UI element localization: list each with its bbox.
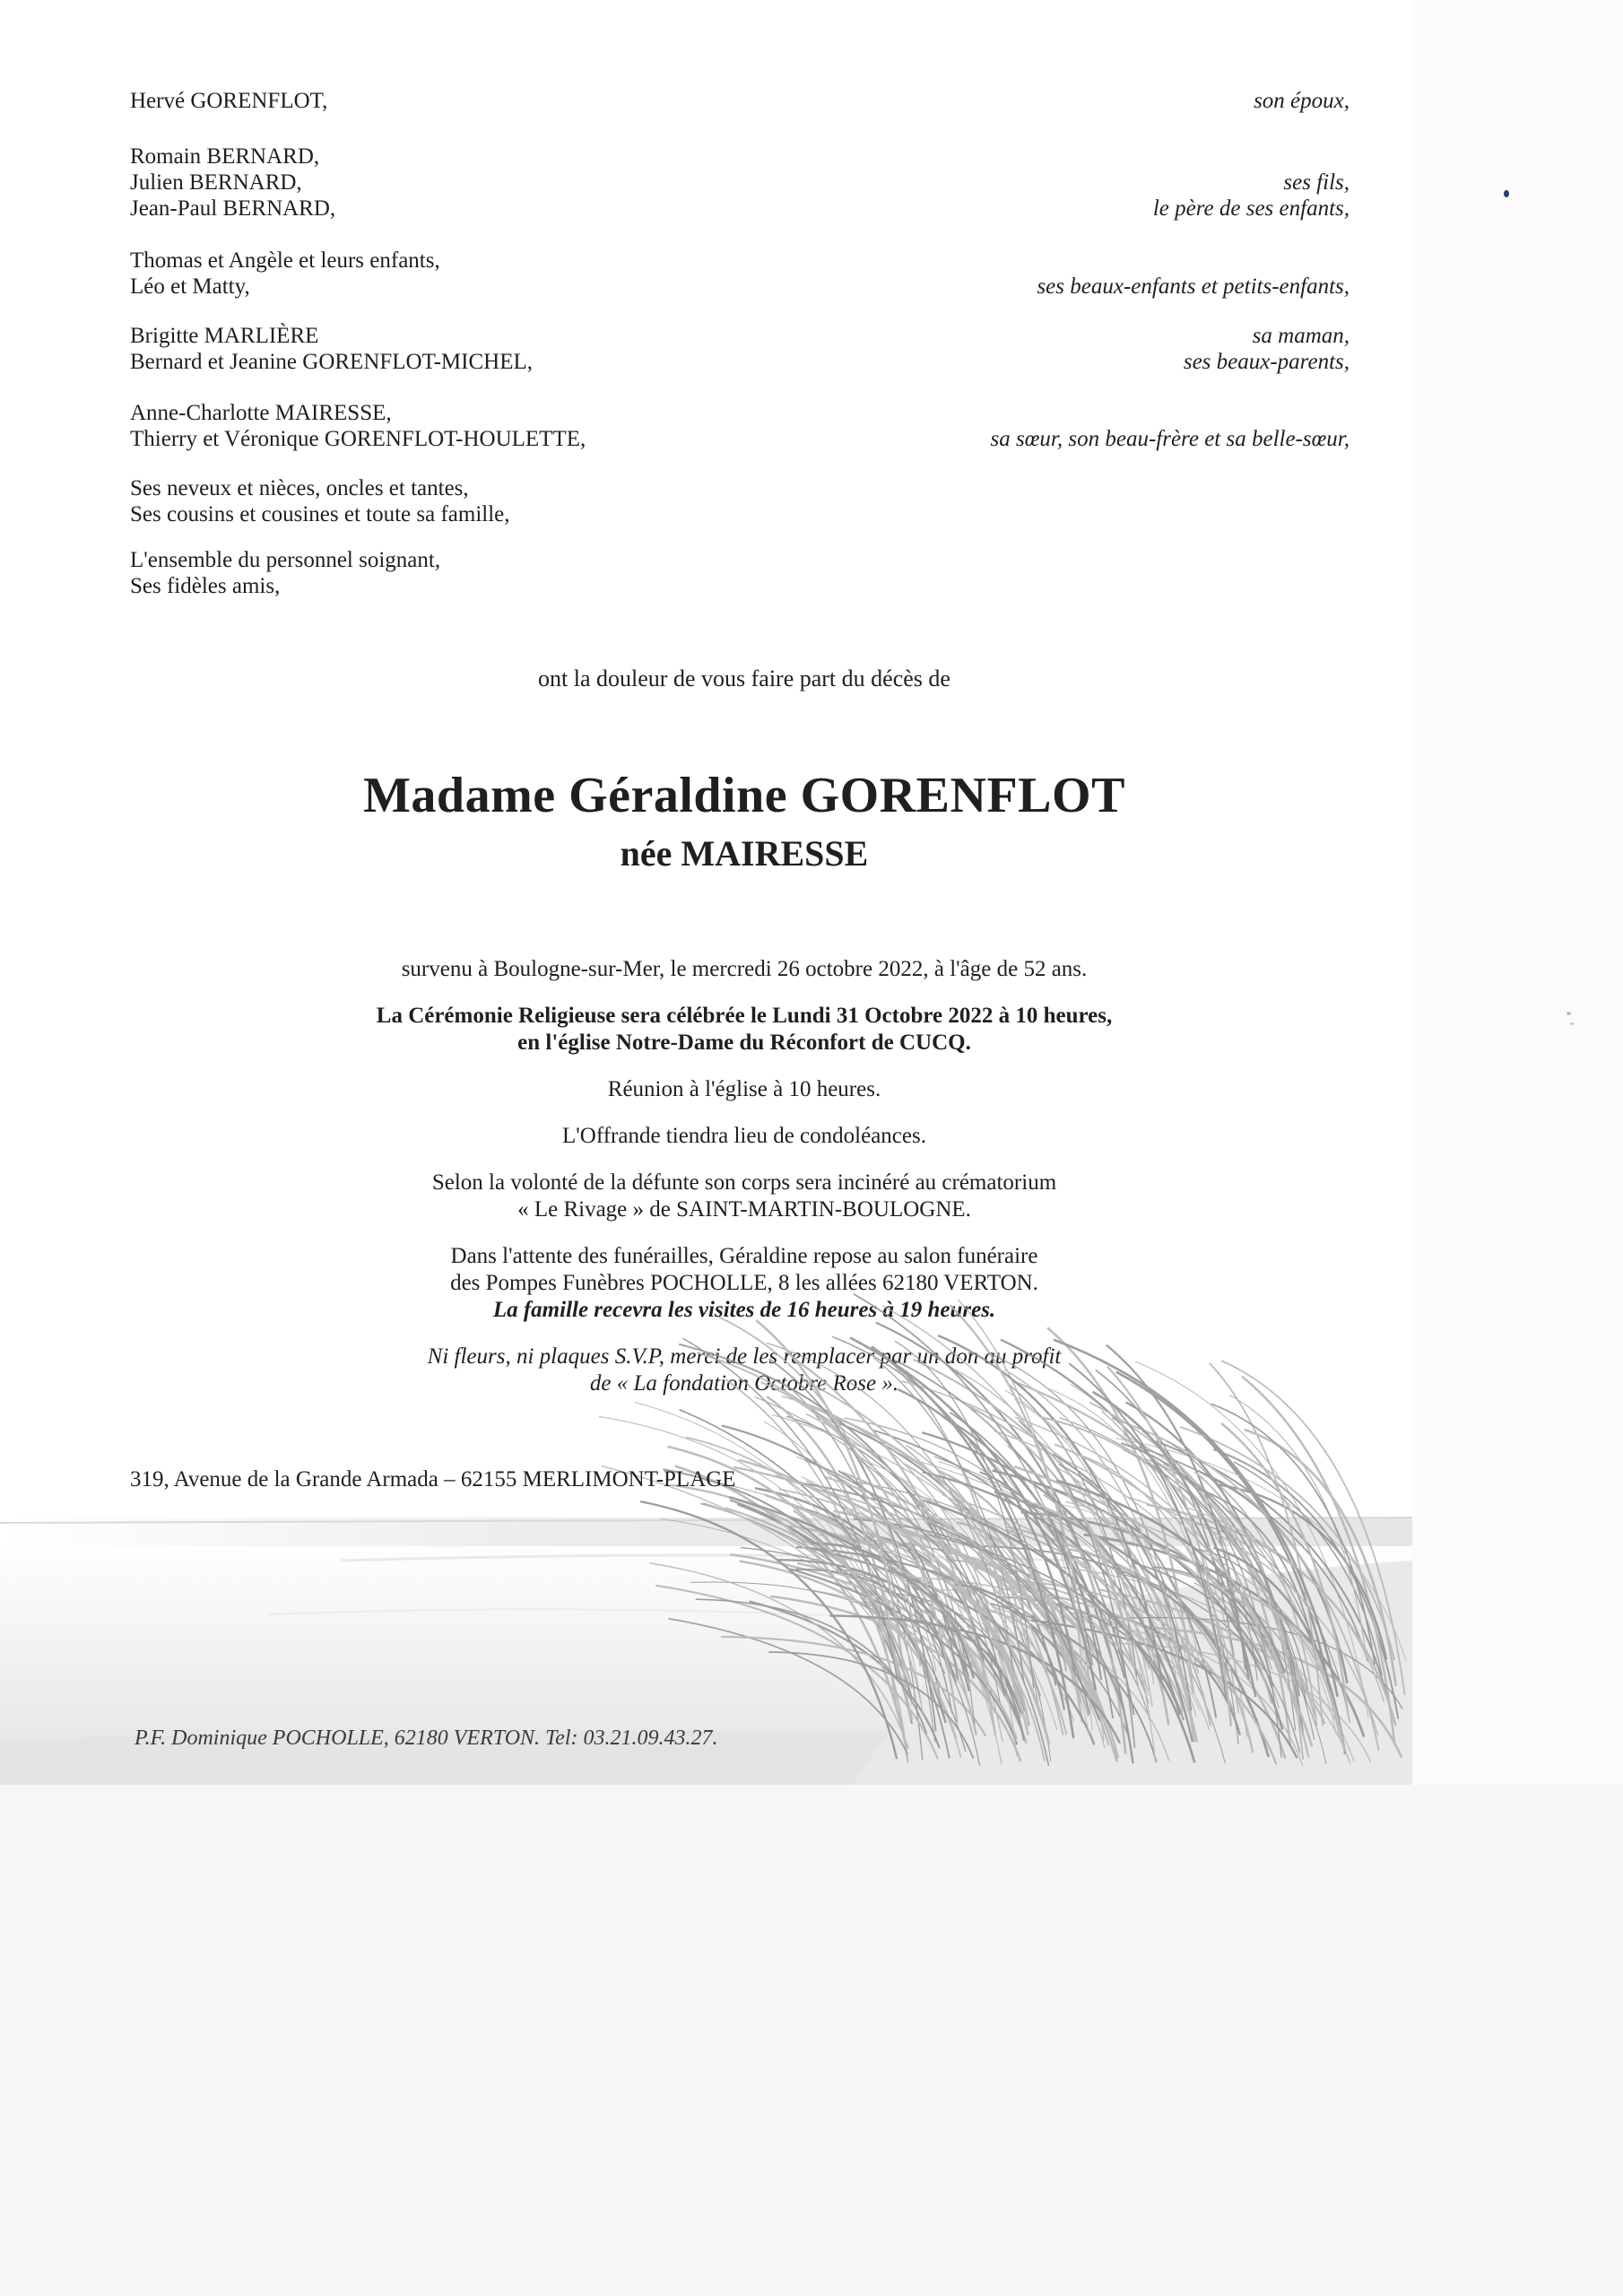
family-block-stepchildren — [130, 248, 1350, 301]
ceremony-line-1: La Cérémonie Religieuse sera célébrée le Lundi 31 Octobre 2022 à 10 heures, — [376, 1004, 1113, 1028]
scan-background — [0, 1785, 1623, 2296]
funeral-home-contact: P.F. Dominique POCHOLLE, 62180 VERTON. Tel: 03.21.09.43.27. — [135, 1726, 718, 1750]
family-line: Jean-Paul BERNARD, — [130, 196, 336, 221]
family-block-siblings — [130, 400, 1350, 454]
family-line: Ses fidèles amis, — [130, 574, 281, 598]
beach-dune-grass-image — [0, 1238, 1412, 1785]
scan-speck — [1570, 1022, 1574, 1025]
relation-line: son époux, — [1254, 89, 1350, 113]
family-line: Ses cousins et cousines et toute sa famille, — [130, 502, 510, 526]
meeting-notice: Réunion à l'église à 10 heures. — [607, 1077, 881, 1101]
offering-notice: L'Offrande tiendra lieu de condoléances. — [562, 1124, 926, 1148]
scan-speck — [1567, 1012, 1571, 1015]
cremation-line-1: Selon la volonté de la défunte son corps sera incinéré au crématorium — [431, 1170, 1057, 1195]
death-notice: survenu à Boulogne-sur-Mer, le mercredi 26 octobre 2022, à l'âge de 52 ans. — [401, 957, 1088, 981]
flowers-line-2: de « La fondation Octobre Rose ». — [589, 1371, 899, 1396]
family-line: Brigitte MARLIÈRE — [130, 324, 319, 348]
relation-line: sa sœur, son beau-frère et sa belle-sœur, — [990, 427, 1350, 451]
family-block-sons — [130, 144, 1350, 224]
family-block-parents — [130, 323, 1350, 377]
relation-line: ses beaux-parents, — [1183, 350, 1350, 374]
cremation-line-2: « Le Rivage » de SAINT-MARTIN-BOULOGNE. — [517, 1197, 971, 1222]
relation-line — [668, 248, 1350, 274]
relation-line — [668, 400, 1350, 426]
family-line: Romain BERNARD, — [130, 144, 320, 169]
scan-margin — [1412, 0, 1623, 1785]
relation-line: ses beaux-enfants et petits-enfants, — [1037, 274, 1350, 299]
family-block-spouse — [130, 88, 1350, 115]
rest-line-1: Dans l'attente des funérailles, Géraldine repose au salon funéraire — [450, 1244, 1038, 1268]
family-address: 319, Avenue de la Grande Armada – 62155 MERLIMONT-PLAGE — [130, 1467, 736, 1492]
family-line: Julien BERNARD, — [130, 170, 302, 195]
deceased-name: Madame Géraldine GORENFLOT — [363, 768, 1125, 823]
announcement: ont la douleur de vous faire part du décès de — [538, 665, 950, 691]
ceremony-line-2: en l'église Notre-Dame du Réconfort de CUCQ. — [517, 1031, 971, 1055]
visits-notice: La famille recevra les visites de 16 heures à 19 heures. — [492, 1298, 996, 1322]
relation-line: ses fils, — [1283, 170, 1350, 195]
relation-line: sa maman, — [1252, 324, 1350, 348]
relation-line — [668, 144, 1350, 170]
maiden-name: née MAIRESSE — [620, 833, 869, 874]
family-line: Thierry et Véronique GORENFLOT-HOULETTE, — [130, 427, 586, 451]
scan-speck — [1504, 190, 1509, 197]
family-block-extended — [130, 475, 1350, 529]
family-line: Bernard et Jeanine GORENFLOT-MICHEL, — [130, 350, 533, 374]
flowers-line-1: Ni fleurs, ni plaques S.V.P, merci de les remplacer par un don au profit — [427, 1344, 1062, 1369]
rest-line-2: des Pompes Funèbres POCHOLLE, 8 les allées 62180 VERTON. — [450, 1271, 1038, 1295]
family-line: Ses neveux et nièces, oncles et tantes, — [130, 476, 469, 500]
family-line: L'ensemble du personnel soignant, — [130, 548, 441, 572]
family-line: Léo et Matty, — [130, 274, 250, 299]
relation-line: le père de ses enfants, — [1152, 196, 1350, 221]
family-line: Anne-Charlotte MAIRESSE, — [130, 401, 392, 425]
family-line: Hervé GORENFLOT, — [130, 89, 328, 113]
family-block-friends — [130, 547, 1350, 601]
family-line: Thomas et Angèle et leurs enfants, — [130, 248, 440, 273]
